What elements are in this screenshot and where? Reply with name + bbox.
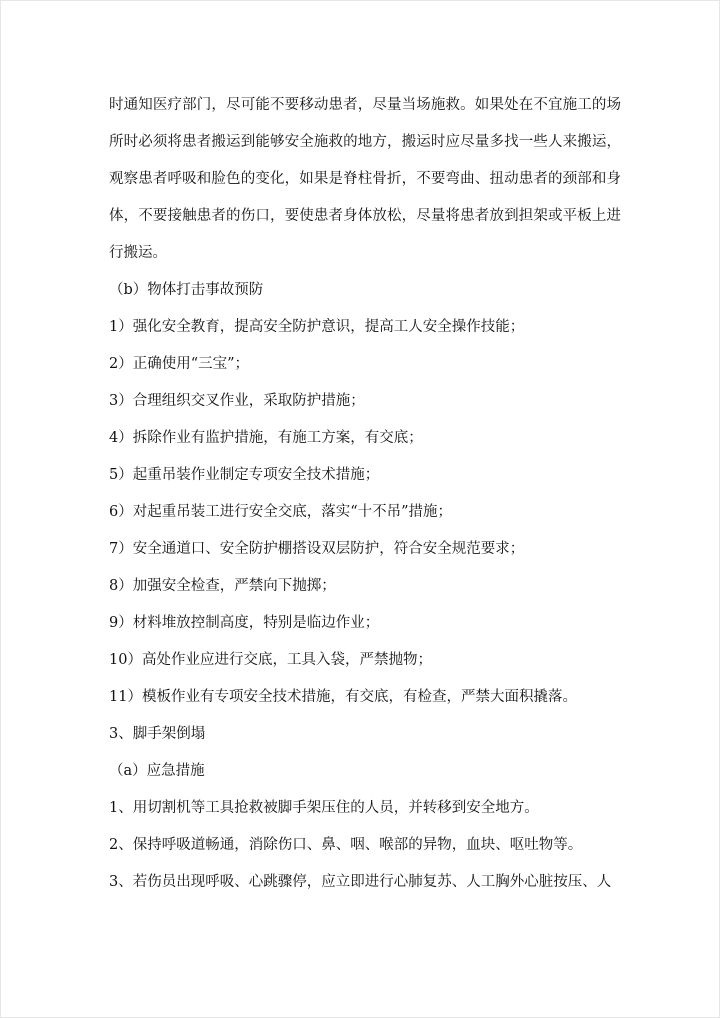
first-aid-paragraph: [109, 87, 621, 272]
paragraph-line: 时通知医疗部门，尽可能不要移动患者，尽量当场施救。如果处在不宜施工的场: [109, 97, 621, 113]
list-item: 3）合理组织交叉作业，采取防护措施；: [109, 393, 365, 409]
paragraph-line: 行搬运。: [109, 245, 167, 261]
list-item: 10）高处作业应进行交底，工具入袋，严禁抛物；: [109, 652, 432, 668]
list-item: 7）安全通道口、安全防护棚搭设双层防护，符合安全规范要求；: [109, 541, 525, 557]
section-a-heading: （a）应急措施: [109, 763, 205, 779]
section-3-heading: 3、脚手架倒塌: [109, 726, 206, 742]
paragraph-line: 观察患者呼吸和脸色的变化，如果是脊柱骨折，不要弯曲、扭动患者的颈部和身: [109, 171, 621, 187]
section-b-heading: （b）物体打击事故预防: [109, 282, 264, 298]
list-item: 5）起重吊装作业制定专项安全技术措施；: [109, 467, 380, 483]
list-item: 1）强化安全教育，提高安全防护意识，提高工人安全操作技能；: [109, 319, 525, 335]
paragraph-line: 所时必须将患者搬运到能够安全施救的地方，搬运时应尽量多找一些人来搬运，: [109, 134, 621, 150]
document-body: [109, 87, 621, 901]
list-item: 8）加强安全检查，严禁向下抛掷；: [109, 578, 336, 594]
list-item: 2、保持呼吸道畅通，消除伤口、鼻、咽、喉部的异物，血块、呕吐物等。: [109, 837, 583, 853]
list-item: 2）正确使用“三宝”；: [109, 356, 250, 372]
list-item: 11）模板作业有专项安全技术措施，有交底，有检查，严禁大面积撬落。: [109, 689, 577, 705]
list-item: 1、用切割机等工具抢救被脚手架压住的人员，并转移到安全地方。: [109, 800, 539, 816]
list-item: 4）拆除作业有监护措施，有施工方案，有交底；: [109, 430, 423, 446]
list-item: 3、若伤员出现呼吸、心跳骤停，应立即进行心肺复苏、人工胸外心脏按压、人: [109, 874, 612, 890]
paragraph-line: 体，不要接触患者的伤口，要使患者身体放松，尽量将患者放到担架或平板上进: [109, 208, 621, 224]
list-item: 6）对起重吊装工进行安全交底，落实“十不吊”措施；: [109, 504, 453, 520]
list-item: 9）材料堆放控制高度，特别是临边作业；: [109, 615, 380, 631]
